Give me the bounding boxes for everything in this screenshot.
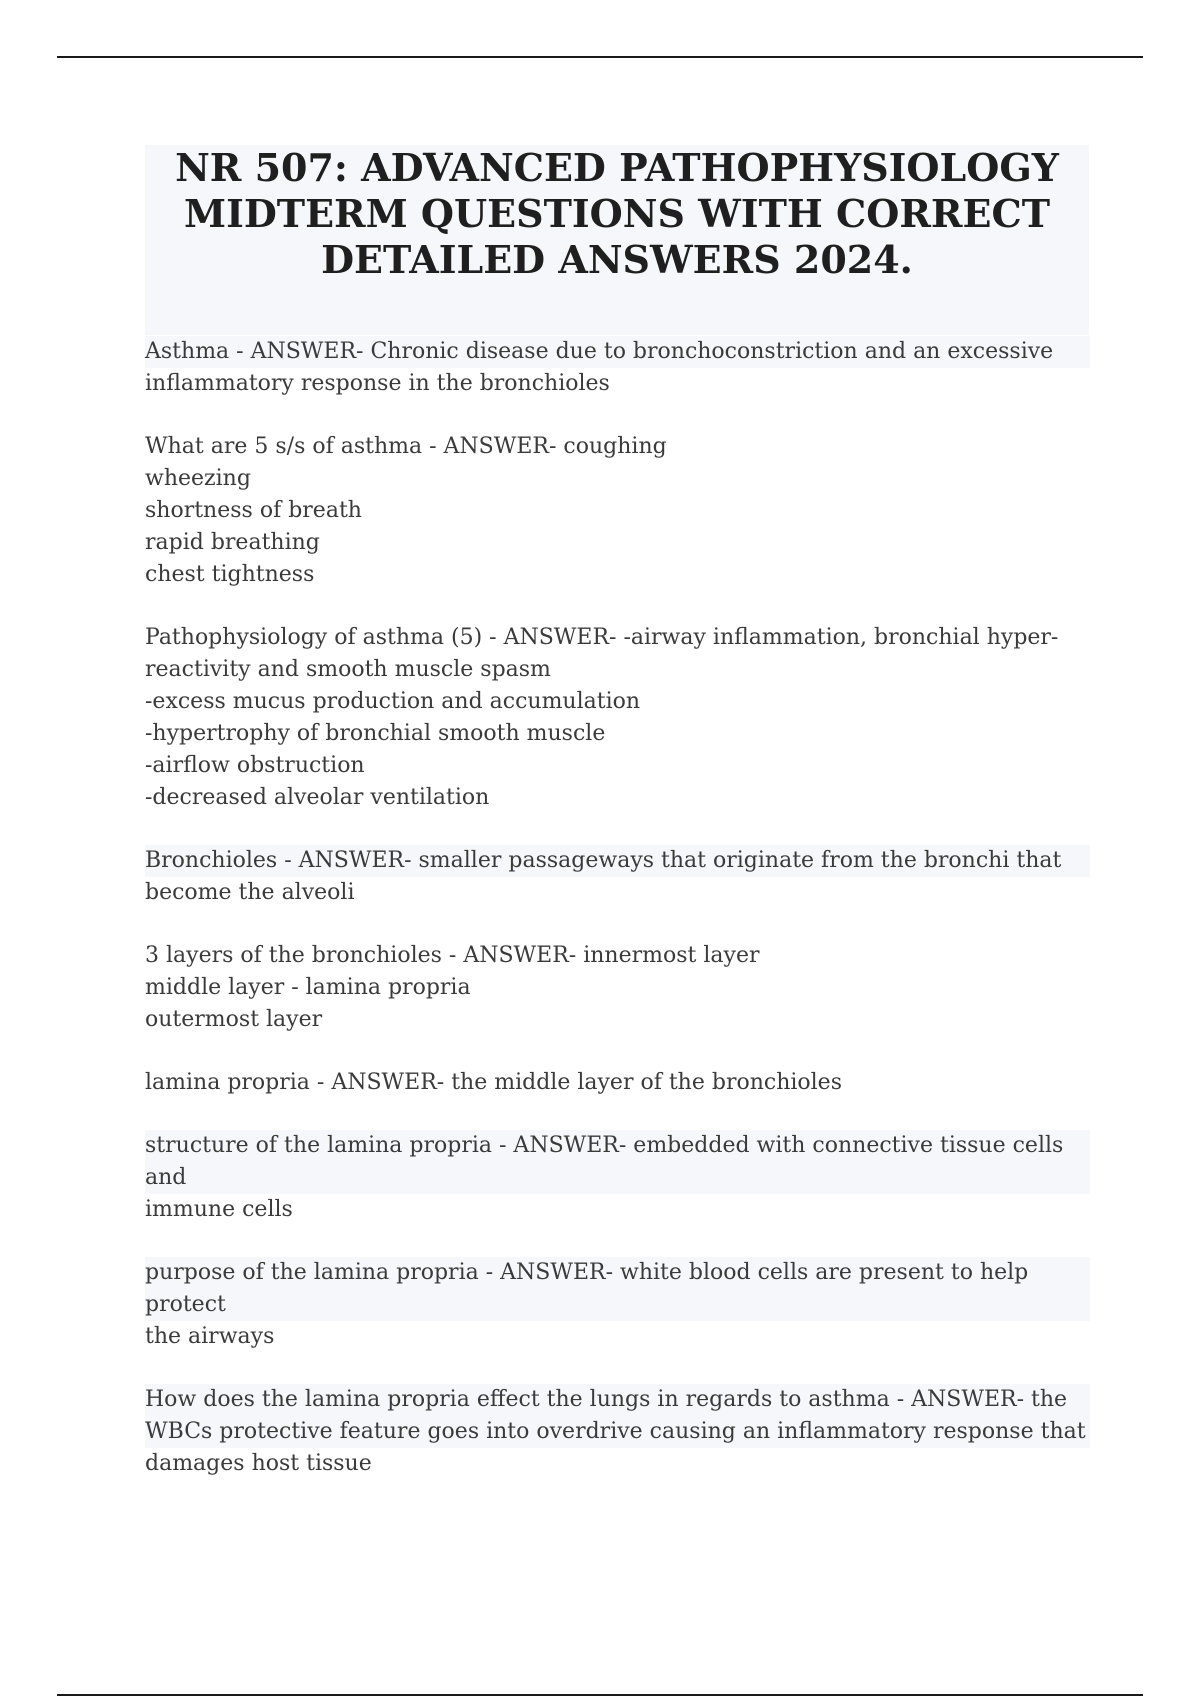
qa-line: What are 5 s/s of asthma - ANSWER- coughing (145, 434, 667, 459)
qa-line: purpose of the lamina propria - ANSWER- white blood cells are present to help protect (145, 1257, 1090, 1321)
qa-line: -decreased alveolar ventilation (145, 785, 490, 810)
qa-line: -hypertrophy of bronchial smooth muscle (145, 721, 606, 746)
qa-line: inflammatory response in the bronchioles (145, 371, 610, 396)
qa-line: immune cells (145, 1197, 293, 1222)
title-line: NR 507: ADVANCED PATHOPHYSIOLOGY (175, 145, 1059, 190)
qa-entry-lamina-propria-asthma (145, 1384, 1090, 1480)
title-block (145, 145, 1089, 335)
qa-line: lamina propria - ANSWER- the middle layer of the bronchioles (145, 1070, 842, 1095)
qa-entry-lamina-propria-structure (145, 1130, 1090, 1226)
qa-line: Bronchioles - ANSWER- smaller passageways that originate from the bronchi that (145, 845, 1090, 877)
top-rule (57, 56, 1143, 58)
qa-line: reactivity and smooth muscle spasm (145, 657, 551, 682)
title-line: MIDTERM QUESTIONS WITH CORRECT (184, 191, 1050, 236)
qa-line: 3 layers of the bronchioles - ANSWER- innermost layer (145, 943, 760, 968)
qa-line: Pathophysiology of asthma (5) - ANSWER- -airway inflammation, bronchial hyper- (145, 625, 1059, 650)
title-line: DETAILED ANSWERS 2024. (321, 237, 913, 282)
qa-line: WBCs protective feature goes into overdrive causing an inflammatory response that (145, 1416, 1090, 1448)
qa-list (145, 336, 1090, 1511)
qa-line: structure of the lamina propria - ANSWER- embedded with connective tissue cells and (145, 1130, 1090, 1194)
qa-line: become the alveoli (145, 880, 355, 905)
qa-entry-lamina-propria (145, 1067, 1090, 1099)
qa-entry-asthma (145, 336, 1090, 400)
qa-entry-lamina-propria-purpose (145, 1257, 1090, 1353)
qa-line: shortness of breath (145, 498, 362, 523)
qa-line: wheezing (145, 466, 251, 491)
qa-line: the airways (145, 1324, 275, 1349)
qa-line: Asthma - ANSWER- Chronic disease due to bronchoconstriction and an excessive (145, 336, 1090, 368)
qa-line: -airflow obstruction (145, 753, 365, 778)
qa-line: damages host tissue (145, 1451, 372, 1476)
qa-line: How does the lamina propria effect the lungs in regards to asthma - ANSWER- the (145, 1384, 1090, 1416)
qa-entry-bronchioles (145, 845, 1090, 909)
qa-entry-bronchiole-layers (145, 940, 1090, 1036)
qa-line: rapid breathing (145, 530, 320, 555)
document-title (145, 145, 1089, 283)
qa-line: -excess mucus production and accumulation (145, 689, 641, 714)
qa-line: middle layer - lamina propria (145, 975, 471, 1000)
qa-entry-asthma-pathophysiology (145, 622, 1090, 814)
bottom-rule (57, 1694, 1143, 1696)
qa-entry-asthma-symptoms (145, 431, 1090, 591)
qa-line: chest tightness (145, 562, 315, 587)
qa-line: outermost layer (145, 1007, 323, 1032)
